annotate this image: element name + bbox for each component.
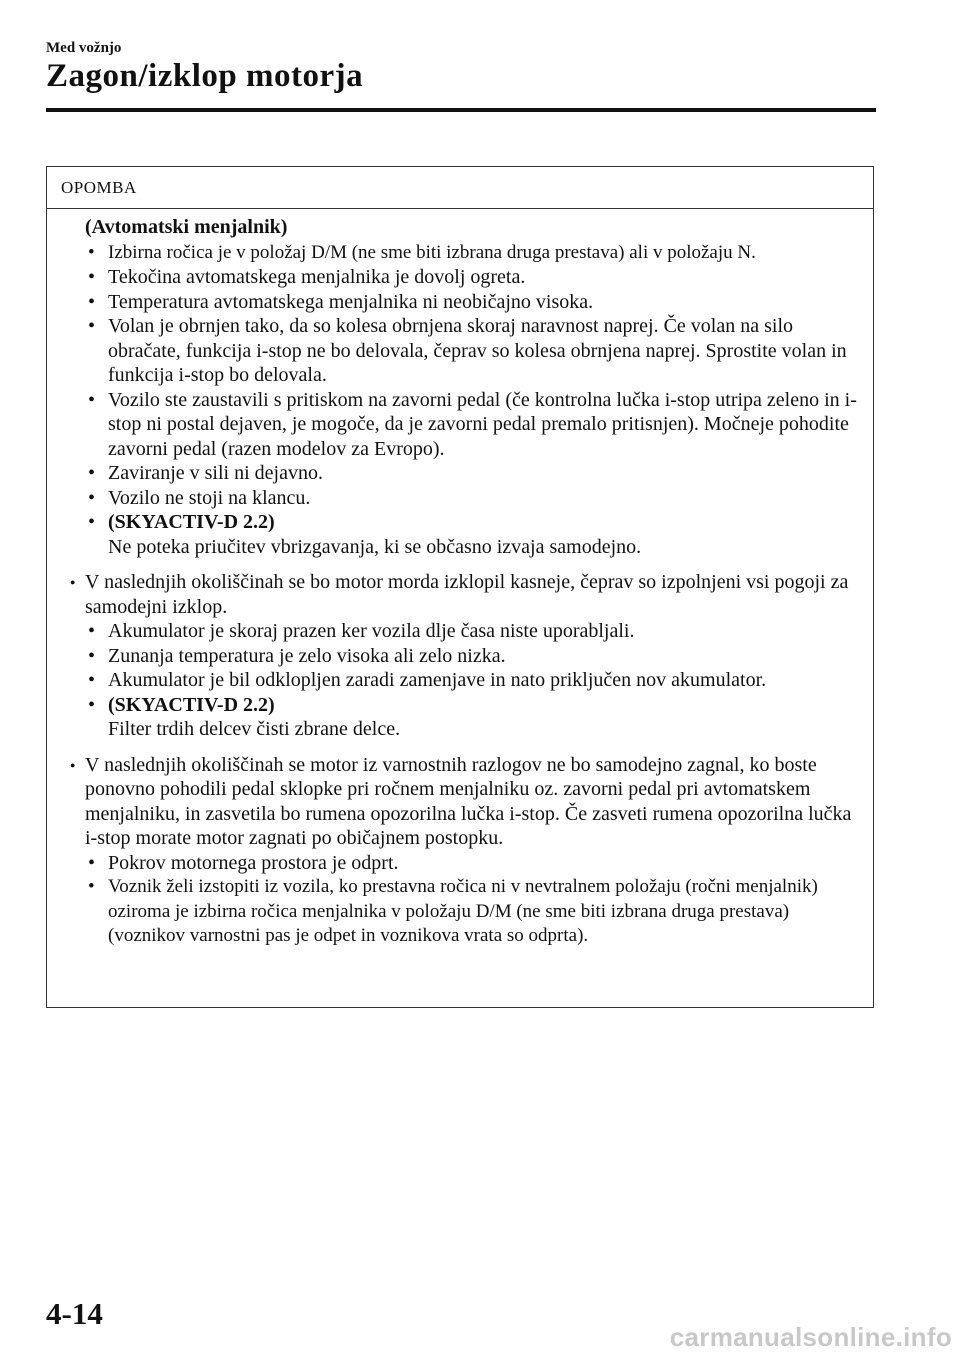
list-item-skyactiv [85, 510, 863, 559]
title-divider [46, 108, 876, 112]
list-item: • Izbirna ročica je v položaj D/M (ne sme biti izbrana druga prestava) ali v položaju N. [85, 241, 863, 266]
section-label: Med vožnjo [46, 40, 122, 56]
main-point-delayed-stop [85, 570, 863, 742]
note-heading: OPOMBA [47, 167, 873, 209]
list-item-skyactiv [85, 693, 863, 742]
bullet-icon [70, 753, 75, 778]
list-item: • Voznik želi izstopiti iz vozila, ko prestavna ročica ni v nevtralnem položaju (ročni menjalnik) oziroma je izbirna ročica menjalnika v položaju D/M (ne sme biti izbrana druga prestava) (voznikov varnostni pas je odpet in voznikova vrata so odprta). [85, 875, 863, 949]
list-item: • Akumulator je bil odklopljen zaradi zamenjave in nato priključen nov akumulator. [85, 668, 863, 693]
note-body [47, 209, 873, 949]
condition-list [85, 619, 863, 742]
watermark: carmanualsonline.info [669, 1322, 952, 1352]
list-item: • Vozilo ne stoji na klancu. [85, 486, 863, 511]
page-number: 4-14 [46, 1296, 103, 1331]
note-box [46, 166, 874, 1008]
skyactiv-text: Filter trdih delcev čisti zbrane delce. [108, 718, 401, 740]
list-item: • Volan je obrnjen tako, da so kolesa obrnjena skoraj naravnost naprej. Če volan na silo obračate, funkcija i-stop ne bo delovala, čeprav so kolesa obrnjena naprej. Sprostite volan in funkcija i-stop bo delovala. [85, 314, 863, 388]
list-item: • Vozilo ste zaustavili s pritiskom na zavorni pedal (če kontrolna lučka i-stop utripa zeleno in i-stop ni postal dejaven, je mogoče, da je zavorni pedal premalo pritisnjen). Močneje pohodite zavorni pedal (razen modelov za Evropo). [85, 388, 863, 462]
list-item: • Akumulator je skoraj prazen ker vozila dlje časa niste uporabljali. [85, 619, 863, 644]
condition-list [85, 241, 863, 560]
automatic-transmission-group [85, 215, 863, 559]
list-item: • Zunanja temperatura je zelo visoka ali zelo nizka. [85, 644, 863, 669]
main-point-text: V naslednjih okoliščinah se bo motor morda izklopil kasneje, čeprav so izpolnjeni vsi pogoji za samodejni izklop. [85, 571, 849, 618]
bullet-icon [70, 570, 75, 595]
skyactiv-text: Ne poteka priučitev vbrizgavanja, ki se občasno izvaja samodejno. [108, 535, 642, 558]
condition-list [85, 851, 863, 949]
skyactiv-label: • (SKYACTIV-D 2.2) [108, 693, 275, 716]
list-item: • Zaviranje v sili ni dejavno. [85, 461, 863, 486]
page-title: Zagon/izklop motorja [46, 58, 364, 94]
list-item: • Pokrov motornega prostora je odprt. [85, 851, 863, 876]
main-point-no-restart [85, 753, 863, 949]
list-item: • Tekočina avtomatskega menjalnika je dovolj ogreta. [85, 265, 863, 290]
list-item: • Temperatura avtomatskega menjalnika ni neobičajno visoka. [85, 290, 863, 315]
group-subheading: (Avtomatski menjalnik) [85, 216, 288, 238]
skyactiv-label: • (SKYACTIV-D 2.2) [108, 511, 275, 533]
main-point-text: V naslednjih okoliščinah se motor iz varnostnih razlogov ne bo samodejno zagnal, ko boste ponovno pohodili pedal sklopke pri ročnem menjalniku oz. zavorni pedal pri avtomatskem menjalniku, in zasvetila bo rumena opozorilna lučka i-stop. Če zasveti rumena opozorilna lučka i-stop morate motor zagnati po običajnem postopku. [85, 753, 852, 849]
